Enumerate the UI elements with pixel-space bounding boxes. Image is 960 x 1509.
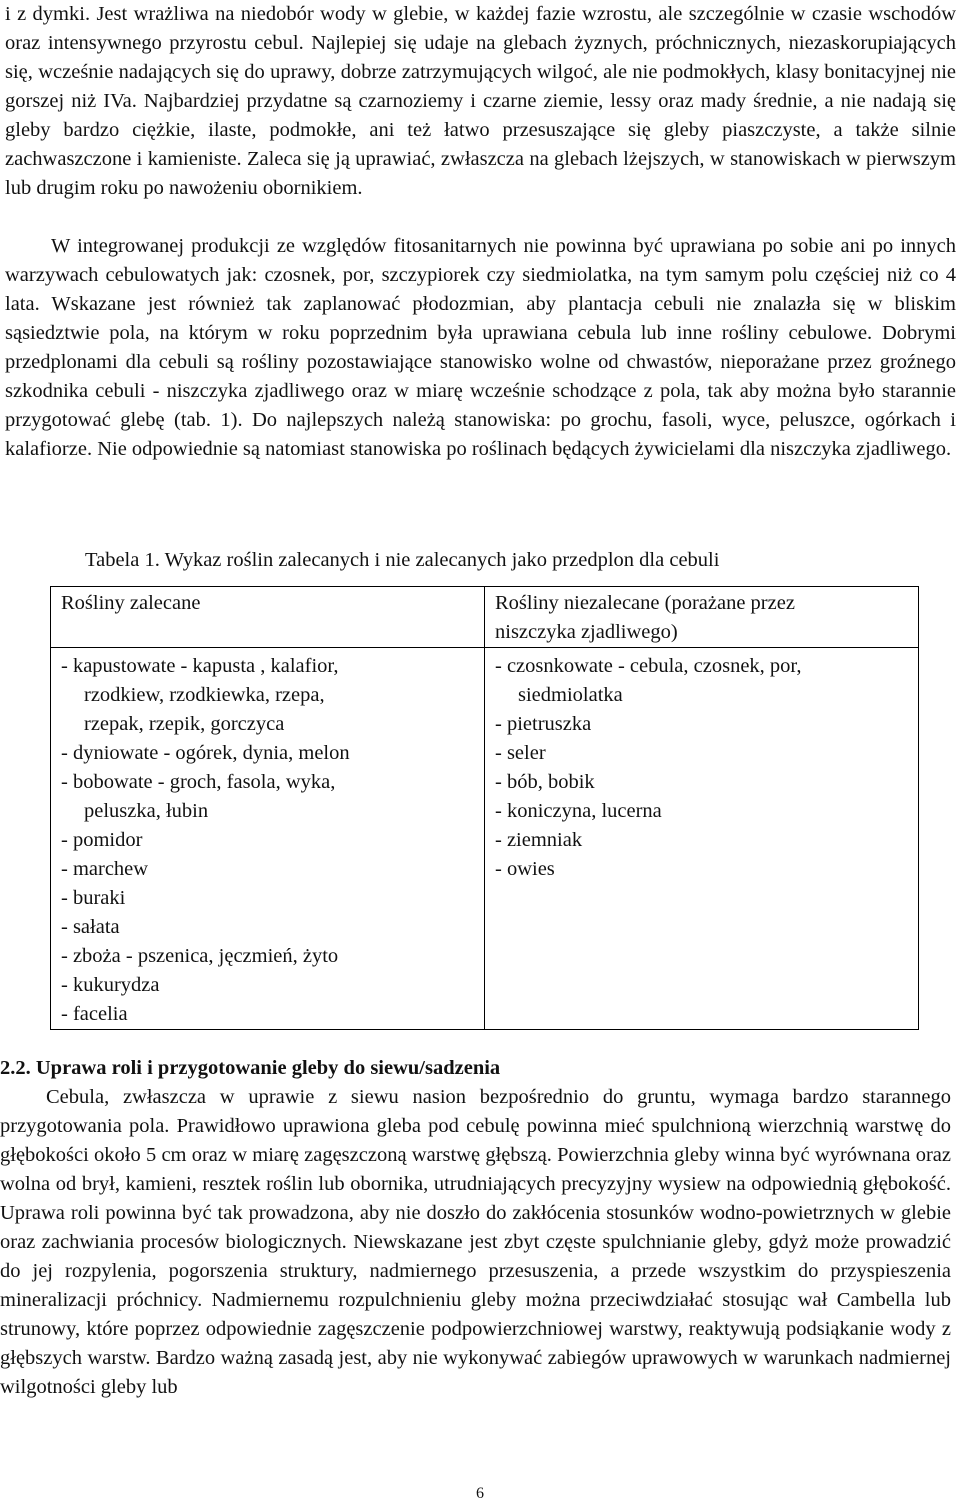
list-item: - owies: [495, 858, 555, 880]
list-item: - bób, bobik: [495, 771, 595, 793]
not-recommended-list: [485, 648, 919, 1030]
list-item: - sałata: [61, 916, 120, 938]
rotation-table: [50, 586, 919, 1030]
list-item-continuation: rzodkiew, rzodkiewka, rzepa,: [84, 684, 325, 706]
rotation-paragraph: W integrowanej produkcji ze względów fitosanitarnych nie powinna być uprawiana po sobie ani po innych warzywach cebulowatych jak: czosnek, por, szczypiorek czy siedmiolatka, na tym samym polu częściej niż co 4 lata. Wskazane jest również tak zaplanować płodozmian, aby plantacja cebuli nie znalazła się w bliskim sąsiedztwie pola, na którym w roku poprzednim była uprawiana cebula lub inne rośliny cebulowe. Dobrymi przedplonami dla cebuli są rośliny pozostawiające stanowisko wolne od chwastów, nieporażane przez groźnego szkodnika cebuli - niszczyka zjadliwego oraz w miarę wcześnie schodzące z pola, tak aby można było starannie przygotować glebę (tab. 1). Do najlepszych należą stanowiska: po grochu, fasoli, wyce, peluszce, ogórkach i kalafiorze. Nie odpowiednie są natomiast stanowiska po roślinach będących żywicielami dla niszczyka zjadliwego.: [5, 235, 956, 460]
section-paragraph: Cebula, zwłaszcza w uprawie z siewu nasion bezpośrednio do gruntu, wymaga bardzo starannego przygotowania pola. Prawidłowo uprawiona gleba pod cebulę powinna mieć spulchnioną wierzchnią warstwę do głębokości około 5 cm oraz w miarę zagęszczoną warstwę głębszą. Powierzchnia gleby winna być wyrównana oraz wolna od brył, kamieni, resztek roślin lub obornika, utrudniających precyzyjny wysiew na odpowiednią głębokość. Uprawa roli powinna być tak prowadzona, aby nie doszło do zakłócenia stosunków wodno-powietrznych w glebie oraz zachwiania procesów biologicznych. Niewskazane jest zbyt częste spulchnianie gleby, gdyż może prowadzić do jej rozpylenia, pogorszenia struktury, nadmiernego przesuszenia, a przede wszystkim do przyspieszenia mineralizacji próchnicy. Nadmiernemu rozpulchnieniu gleby można przeciwdziałać stosując wał Cambella lub strunowy, które poprzez odpowiednie zagęszczenie podpowierzchniowej warstwy, reaktywują podsiąkanie wody z głębszych warstw. Bardzo ważną zasadą jest, aby nie wykonywać zabiegów uprawowych w warunkach nadmiernej wilgotności gleby lub: [0, 1086, 951, 1398]
intro-paragraph: i z dymki. Jest wrażliwa na niedobór wody w glebie, w każdej fazie wzrostu, ale szczególnie w czasie wschodów oraz intensywnego przyrostu cebul. Najlepiej się udaje na glebach żyznych, próchnicznych, niezaskorupiających się, wcześnie nadających się do uprawy, dobrze zatrzymujących wilgoć, ale nie podmokłych, klasy bonitacyjnej nie gorszej niż IVa. Najbardziej przydatne są czarnoziemy i czarne ziemie, lessy oraz mady średnie, a nie nadają się gleby bardzo ciężkie, ilaste, podmokłe, ani też łatwo przesuszające się gleby piaszczyste, a także silnie zachwaszczone i kamieniste. Zaleca się ją uprawiać, zwłaszcza na glebach lżejszych, w stanowiskach w pierwszym lub drugim roku po nawożeniu obornikiem.: [5, 3, 956, 199]
recommended-list: [51, 648, 485, 1030]
list-item: - pietruszka: [495, 713, 592, 735]
list-item: - facelia: [61, 1003, 128, 1025]
page-number: 6: [476, 1485, 484, 1502]
list-item-continuation: siedmiolatka: [518, 684, 623, 706]
list-item: - seler: [495, 742, 546, 764]
list-item: - dyniowate - ogórek, dynia, melon: [61, 742, 350, 764]
list-item-continuation: rzepak, rzepik, gorczyca: [84, 713, 285, 735]
list-item: - marchew: [61, 858, 149, 880]
section-heading: 2.2. Uprawa roli i przygotowanie gleby do siewu/sadzenia: [0, 1057, 501, 1079]
list-item: - bobowate - groch, fasola, wyka,: [61, 771, 336, 793]
table-caption: Tabela 1. Wykaz roślin zalecanych i nie zalecanych jako przedplon dla cebuli: [85, 549, 720, 571]
table-body-row: [51, 648, 919, 1030]
table-header-row: [51, 587, 919, 648]
list-item-continuation: peluszka, łubin: [84, 800, 209, 822]
header-left-label: Rośliny zalecane: [61, 592, 201, 614]
header-not-recommended: [485, 587, 919, 648]
list-item: - pomidor: [61, 829, 143, 851]
header-recommended: [51, 587, 485, 648]
list-item: - czosnkowate - cebula, czosnek, por,: [495, 655, 802, 677]
section-body: [0, 1083, 951, 1402]
list-item: - buraki: [61, 887, 126, 909]
list-item: - kapustowate - kapusta , kalafior,: [61, 655, 339, 677]
header-right-line1: Rośliny niezalecane (porażane przez: [495, 592, 795, 614]
header-right-line2: niszczyka zjadliwego): [495, 621, 678, 643]
list-item: - koniczyna, lucerna: [495, 800, 662, 822]
list-item: - kukurydza: [61, 974, 160, 996]
list-item: - ziemniak: [495, 829, 583, 851]
list-item: - zboża - pszenica, jęczmień, żyto: [61, 945, 339, 967]
